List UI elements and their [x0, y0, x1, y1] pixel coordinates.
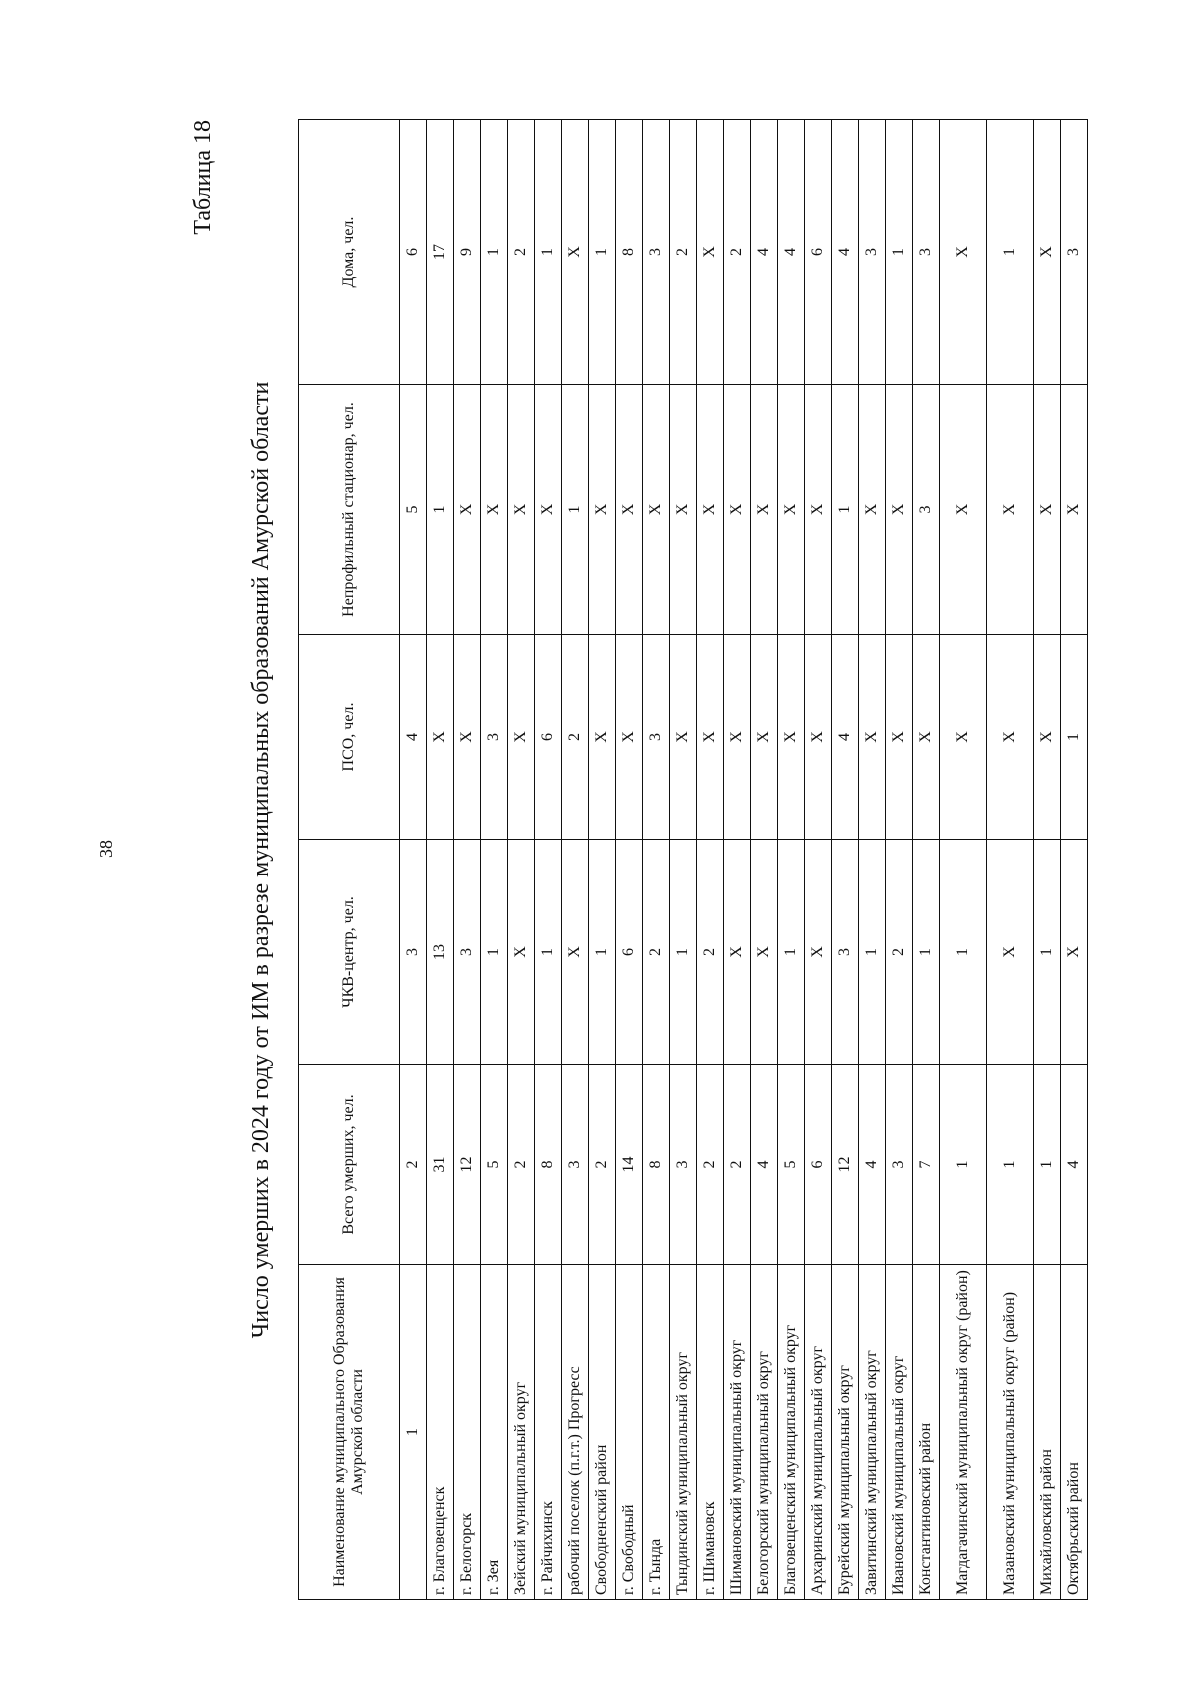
nonspecialized-hospital-deaths: Х — [535, 385, 562, 635]
pso-deaths: Х — [589, 635, 616, 840]
pso-deaths: Х — [751, 635, 778, 840]
table-row — [589, 120, 616, 1600]
municipality-name: г. Благовещенск — [427, 1265, 454, 1600]
nonspecialized-hospital-deaths: Х — [508, 385, 535, 635]
pci-center-deaths: 1 — [670, 840, 697, 1065]
home-deaths: 3 — [859, 120, 886, 385]
total-deaths: 2 — [697, 1065, 724, 1265]
nonspecialized-hospital-deaths: Х — [1034, 385, 1061, 635]
total-deaths: 1 — [940, 1065, 987, 1265]
pso-deaths: Х — [859, 635, 886, 840]
table-row — [454, 120, 481, 1600]
pso-deaths: Х — [427, 635, 454, 840]
nonspecialized-hospital-deaths: Х — [670, 385, 697, 635]
municipality-name: Мазановский муниципальный округ (район) — [987, 1265, 1034, 1600]
home-deaths: 2 — [670, 120, 697, 385]
pso-deaths: Х — [987, 635, 1034, 840]
header-pso: ПСО, чел. — [299, 635, 400, 840]
home-deaths: 6 — [805, 120, 832, 385]
table-row — [1034, 120, 1061, 1600]
home-deaths: 1 — [589, 120, 616, 385]
total-deaths: 3 — [886, 1065, 913, 1265]
municipality-name: Шимановский муниципальный округ — [724, 1265, 751, 1600]
pso-deaths: 6 — [535, 635, 562, 840]
nonspecialized-hospital-deaths: Х — [697, 385, 724, 635]
pso-deaths: Х — [697, 635, 724, 840]
column-number-row — [400, 120, 427, 1600]
nonspecialized-hospital-deaths: 1 — [427, 385, 454, 635]
total-deaths: 5 — [481, 1065, 508, 1265]
total-deaths: 3 — [670, 1065, 697, 1265]
document-title: Число умерших в 2024 году от ИМ в разрезе муниципальных образований Амурской области — [248, 381, 274, 1339]
column-number: 2 — [400, 1065, 427, 1265]
pci-center-deaths: 1 — [778, 840, 805, 1065]
municipality-name: г. Белогорск — [454, 1265, 481, 1600]
home-deaths: 3 — [1061, 120, 1088, 385]
nonspecialized-hospital-deaths: Х — [805, 385, 832, 635]
pci-center-deaths: 3 — [454, 840, 481, 1065]
home-deaths: Х — [940, 120, 987, 385]
pso-deaths: Х — [778, 635, 805, 840]
pci-center-deaths: Х — [805, 840, 832, 1065]
pci-center-deaths: 6 — [616, 840, 643, 1065]
pso-deaths: 3 — [481, 635, 508, 840]
home-deaths: 8 — [616, 120, 643, 385]
total-deaths: 4 — [1061, 1065, 1088, 1265]
pci-center-deaths: 13 — [427, 840, 454, 1065]
pso-deaths: Х — [805, 635, 832, 840]
municipality-name: г. Тында — [643, 1265, 670, 1600]
municipality-name: Тындинский муниципальный округ — [670, 1265, 697, 1600]
nonspecialized-hospital-deaths: Х — [616, 385, 643, 635]
pci-center-deaths: Х — [751, 840, 778, 1065]
total-deaths: 1 — [1034, 1065, 1061, 1265]
municipality-name: Зейский муниципальный округ — [508, 1265, 535, 1600]
table-row — [643, 120, 670, 1600]
home-deaths: 3 — [643, 120, 670, 385]
pso-deaths: Х — [940, 635, 987, 840]
municipality-name: г. Шимановск — [697, 1265, 724, 1600]
nonspecialized-hospital-deaths: Х — [724, 385, 751, 635]
pci-center-deaths: 1 — [859, 840, 886, 1065]
total-deaths: 7 — [913, 1065, 940, 1265]
pso-deaths: Х — [724, 635, 751, 840]
nonspecialized-hospital-deaths: Х — [940, 385, 987, 635]
header-pci-center: ЧКВ-центр, чел. — [299, 840, 400, 1065]
pci-center-deaths: 2 — [643, 840, 670, 1065]
pci-center-deaths: 1 — [940, 840, 987, 1065]
home-deaths: 17 — [427, 120, 454, 385]
home-deaths: 4 — [832, 120, 859, 385]
pso-deaths: Х — [886, 635, 913, 840]
pci-center-deaths: Х — [1061, 840, 1088, 1065]
municipality-name: Свободненский район — [589, 1265, 616, 1600]
nonspecialized-hospital-deaths: Х — [454, 385, 481, 635]
municipality-name: Бурейский муниципальный округ — [832, 1265, 859, 1600]
municipality-name: Архаринский муниципальный округ — [805, 1265, 832, 1600]
total-deaths: 2 — [724, 1065, 751, 1265]
table-row — [751, 120, 778, 1600]
municipality-name: Белогорский муниципальный округ — [751, 1265, 778, 1600]
table-header-row — [299, 120, 400, 1600]
home-deaths: 9 — [454, 120, 481, 385]
pso-deaths: 4 — [832, 635, 859, 840]
nonspecialized-hospital-deaths: 1 — [562, 385, 589, 635]
column-number: 3 — [400, 840, 427, 1065]
home-deaths: 4 — [778, 120, 805, 385]
pci-center-deaths: 2 — [886, 840, 913, 1065]
nonspecialized-hospital-deaths: Х — [859, 385, 886, 635]
municipality-name: г. Райчихинск — [535, 1265, 562, 1600]
pso-deaths: 2 — [562, 635, 589, 840]
total-deaths: 14 — [616, 1065, 643, 1265]
home-deaths: 1 — [535, 120, 562, 385]
total-deaths: 12 — [832, 1065, 859, 1265]
table-label: Таблица 18 — [190, 120, 216, 235]
pci-center-deaths: Х — [508, 840, 535, 1065]
nonspecialized-hospital-deaths: Х — [481, 385, 508, 635]
page-number: 38 — [96, 840, 116, 858]
municipality-name: Михайловский район — [1034, 1265, 1061, 1600]
total-deaths: 12 — [454, 1065, 481, 1265]
home-deaths: Х — [1034, 120, 1061, 385]
nonspecialized-hospital-deaths: Х — [751, 385, 778, 635]
total-deaths: 2 — [589, 1065, 616, 1265]
column-number: 1 — [400, 1265, 427, 1600]
table-row — [508, 120, 535, 1600]
table-row — [987, 120, 1034, 1600]
pci-center-deaths: 1 — [1034, 840, 1061, 1065]
municipality-name: г. Зея — [481, 1265, 508, 1600]
table-row — [427, 120, 454, 1600]
table-row — [832, 120, 859, 1600]
nonspecialized-hospital-deaths: Х — [589, 385, 616, 635]
home-deaths: 2 — [724, 120, 751, 385]
table-row — [724, 120, 751, 1600]
home-deaths: 1 — [886, 120, 913, 385]
pci-center-deaths: Х — [562, 840, 589, 1065]
table-row — [1061, 120, 1088, 1600]
municipality-name: Ивановский муниципальный округ — [886, 1265, 913, 1600]
pci-center-deaths: 1 — [535, 840, 562, 1065]
home-deaths: Х — [562, 120, 589, 385]
table-row — [616, 120, 643, 1600]
municipality-name: Октябрьский район — [1061, 1265, 1088, 1600]
nonspecialized-hospital-deaths: Х — [778, 385, 805, 635]
table-row — [805, 120, 832, 1600]
table-row — [697, 120, 724, 1600]
home-deaths: 4 — [751, 120, 778, 385]
pci-center-deaths: 1 — [589, 840, 616, 1065]
pso-deaths: Х — [508, 635, 535, 840]
total-deaths: 3 — [562, 1065, 589, 1265]
nonspecialized-hospital-deaths: Х — [987, 385, 1034, 635]
home-deaths: 2 — [508, 120, 535, 385]
pso-deaths: Х — [913, 635, 940, 840]
municipality-name: г. Свободный — [616, 1265, 643, 1600]
pci-center-deaths: 2 — [697, 840, 724, 1065]
column-number: 6 — [400, 120, 427, 385]
column-number: 5 — [400, 385, 427, 635]
nonspecialized-hospital-deaths: 3 — [913, 385, 940, 635]
header-municipality: Наименование муниципального Образования Амурской области — [299, 1265, 400, 1600]
municipality-name: Константиновский район — [913, 1265, 940, 1600]
nonspecialized-hospital-deaths: Х — [643, 385, 670, 635]
municipality-name: Завитинский муниципальный округ — [859, 1265, 886, 1600]
pso-deaths: 1 — [1061, 635, 1088, 840]
pci-center-deaths: 3 — [832, 840, 859, 1065]
table-row — [562, 120, 589, 1600]
table-row — [778, 120, 805, 1600]
total-deaths: 5 — [778, 1065, 805, 1265]
total-deaths: 1 — [987, 1065, 1034, 1265]
total-deaths: 6 — [805, 1065, 832, 1265]
total-deaths: 4 — [859, 1065, 886, 1265]
table-row — [859, 120, 886, 1600]
total-deaths: 8 — [643, 1065, 670, 1265]
mortality-table — [298, 119, 1088, 1600]
municipality-name: Благовещенский муниципальный округ — [778, 1265, 805, 1600]
table-row — [886, 120, 913, 1600]
pci-center-deaths: 1 — [913, 840, 940, 1065]
header-total-deaths: Всего умерших, чел. — [299, 1065, 400, 1265]
pso-deaths: Х — [670, 635, 697, 840]
municipality-name: рабочий поселок (п.г.т.) Прогресс — [562, 1265, 589, 1600]
total-deaths: 31 — [427, 1065, 454, 1265]
home-deaths: 1 — [481, 120, 508, 385]
nonspecialized-hospital-deaths: Х — [886, 385, 913, 635]
home-deaths: Х — [697, 120, 724, 385]
header-nonspecialized-hospital: Непрофильный стационар, чел. — [299, 385, 400, 635]
pci-center-deaths: 1 — [481, 840, 508, 1065]
pso-deaths: Х — [454, 635, 481, 840]
pso-deaths: Х — [616, 635, 643, 840]
pso-deaths: Х — [1034, 635, 1061, 840]
table-row — [535, 120, 562, 1600]
home-deaths: 3 — [913, 120, 940, 385]
municipality-name: Магдагачинский муниципальный округ (район) — [940, 1265, 987, 1600]
total-deaths: 4 — [751, 1065, 778, 1265]
table-row — [481, 120, 508, 1600]
table-row — [670, 120, 697, 1600]
nonspecialized-hospital-deaths: Х — [1061, 385, 1088, 635]
column-number: 4 — [400, 635, 427, 840]
table-row — [940, 120, 987, 1600]
total-deaths: 2 — [508, 1065, 535, 1265]
pci-center-deaths: Х — [724, 840, 751, 1065]
table-row — [913, 120, 940, 1600]
pci-center-deaths: Х — [987, 840, 1034, 1065]
nonspecialized-hospital-deaths: 1 — [832, 385, 859, 635]
rotated-page-content — [188, 120, 1082, 1600]
home-deaths: 1 — [987, 120, 1034, 385]
header-at-home: Дома, чел. — [299, 120, 400, 385]
pso-deaths: 3 — [643, 635, 670, 840]
total-deaths: 8 — [535, 1065, 562, 1265]
